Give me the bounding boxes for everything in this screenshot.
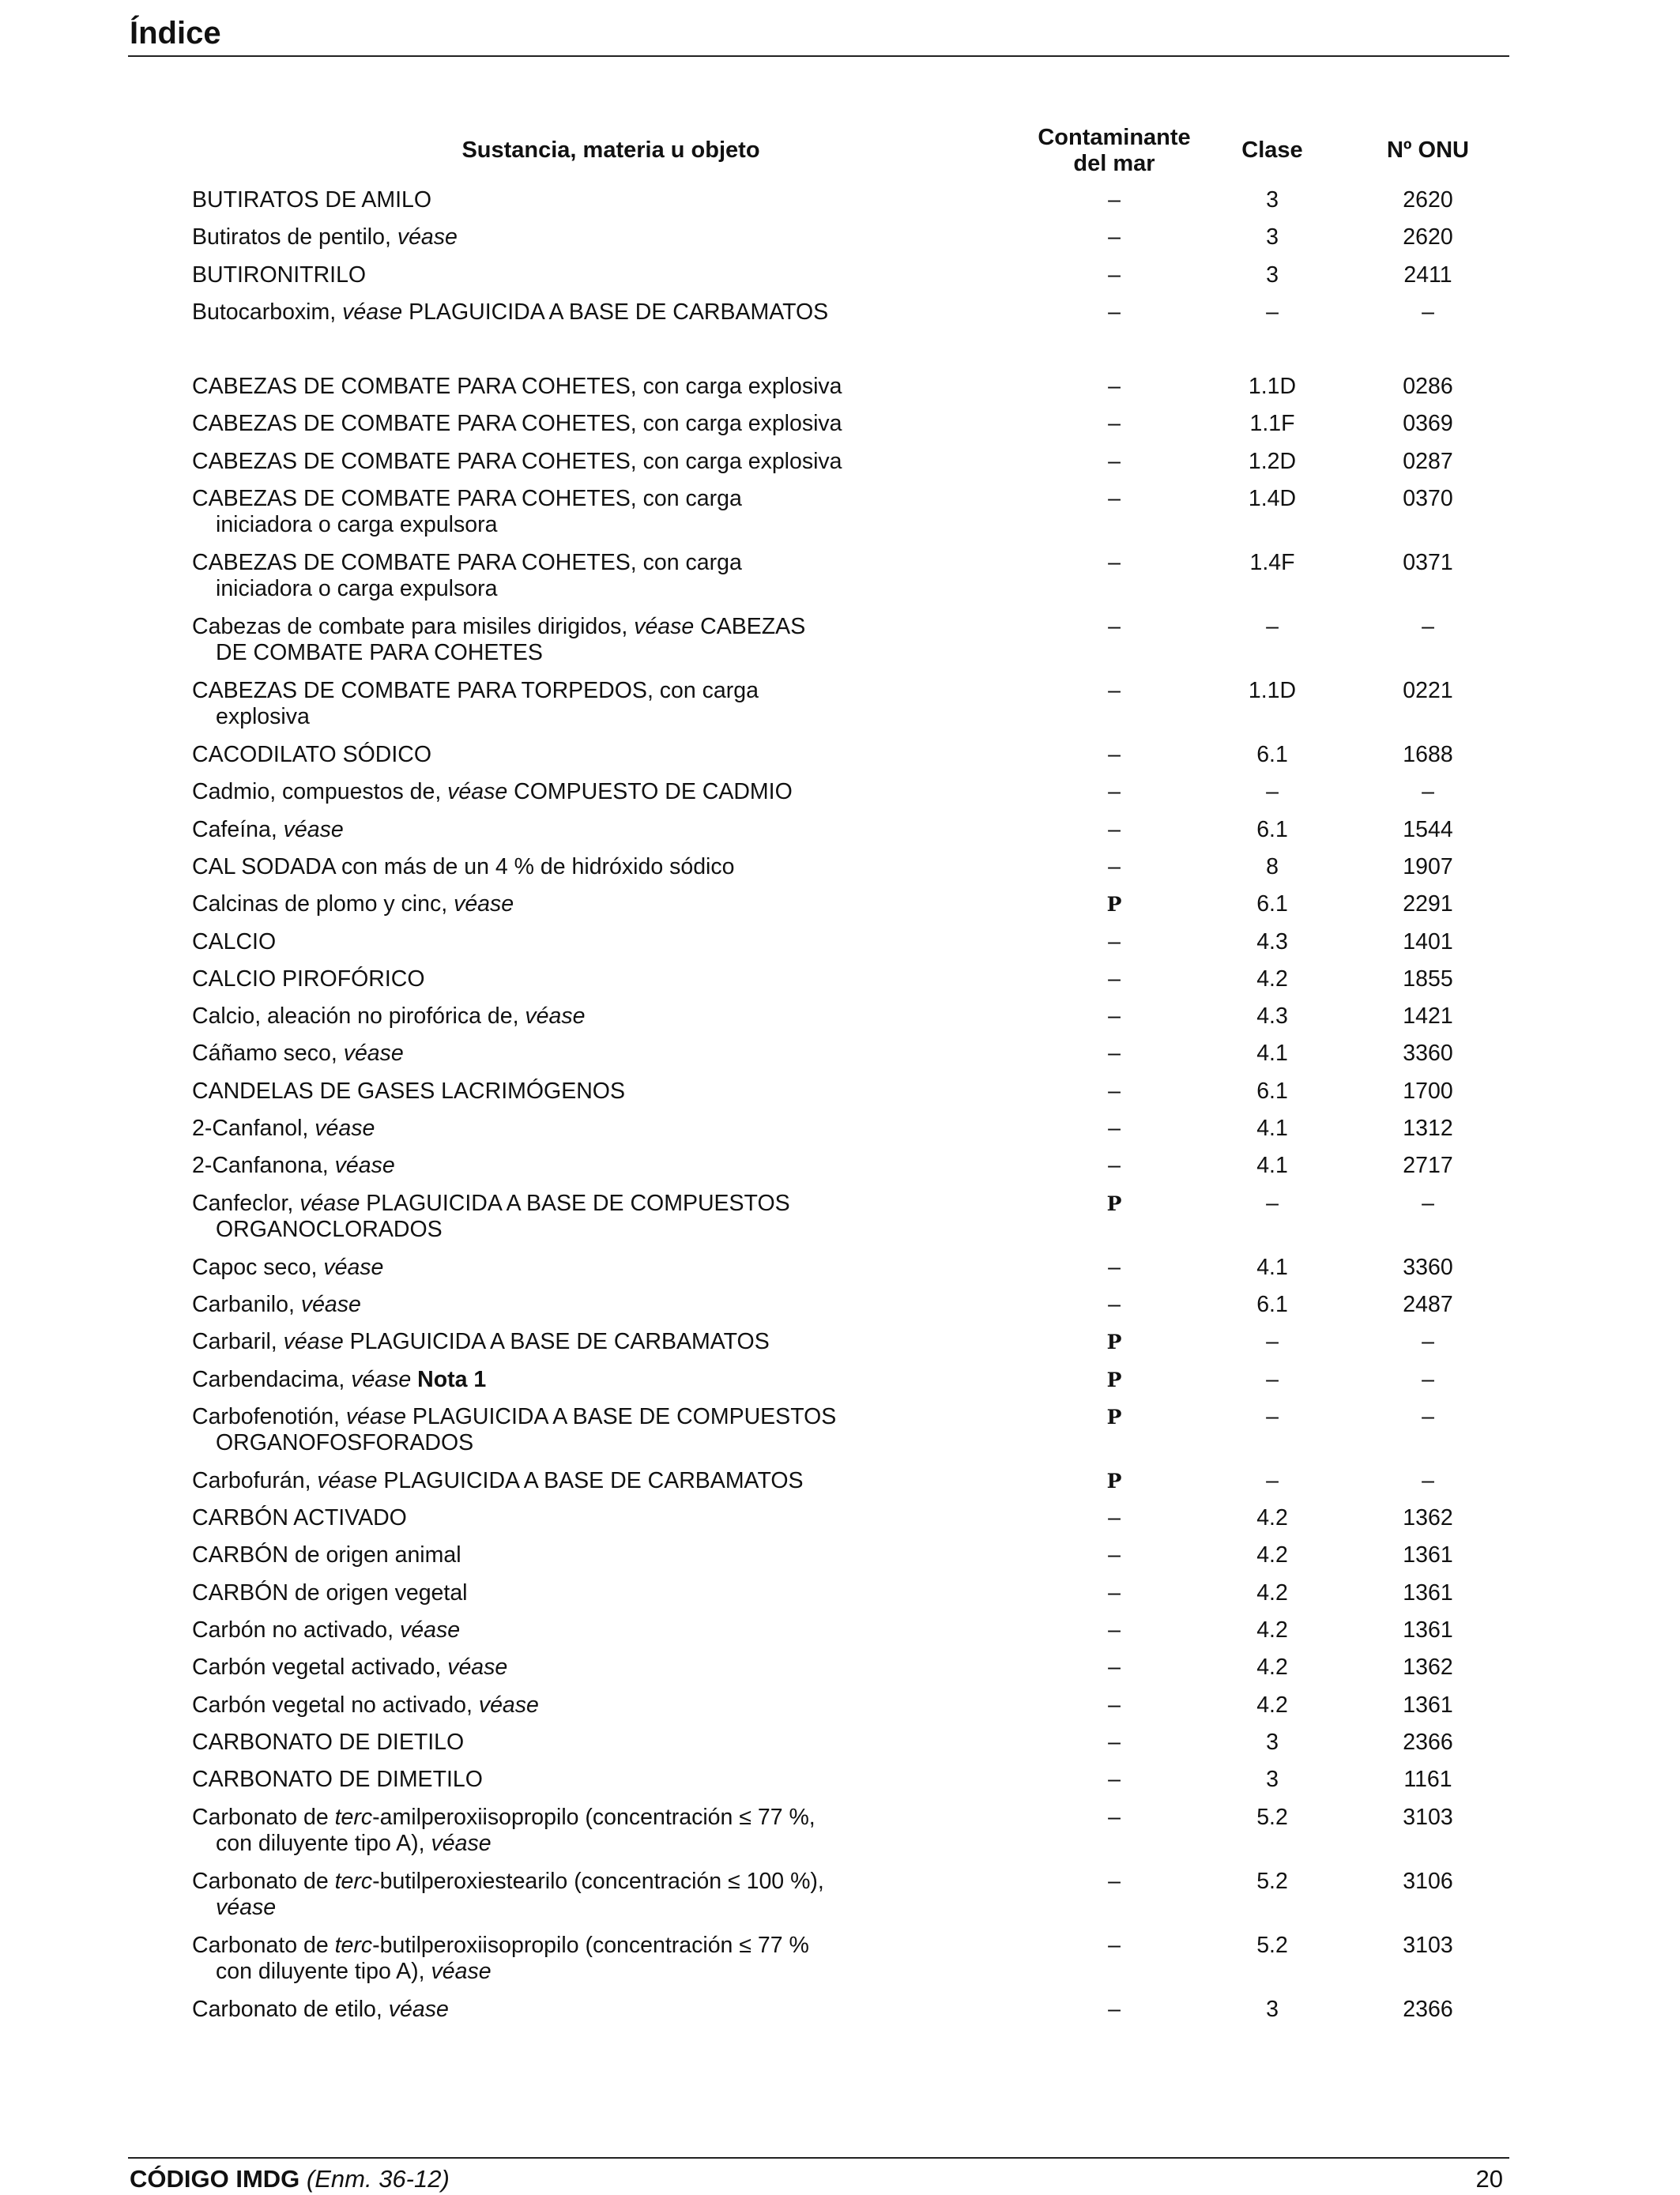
substance-name-line: Carbón vegetal activado, véase bbox=[192, 1655, 508, 1681]
un-number-value: 0370 bbox=[1403, 486, 1453, 512]
substance-name bbox=[192, 1767, 903, 1793]
substance-name bbox=[192, 1505, 903, 1531]
substance-name bbox=[192, 742, 903, 768]
substance-name bbox=[192, 1997, 903, 2023]
un-number-value: – bbox=[1422, 299, 1434, 325]
marine-pollutant-value: – bbox=[1108, 779, 1121, 805]
marine-pollutant-value: – bbox=[1108, 1655, 1121, 1681]
substance-name-line: CALCIO PIROFÓRICO bbox=[192, 966, 425, 992]
table-row bbox=[0, 817, 1680, 854]
page-title: Índice bbox=[130, 16, 221, 51]
substance-name-line: Carbonato de terc-butilperoxiestearilo (concentración ≤ 100 %), bbox=[192, 1868, 824, 1894]
table-row bbox=[0, 1153, 1680, 1190]
marine-pollutant-value: – bbox=[1108, 1041, 1121, 1067]
substance-name bbox=[192, 1468, 903, 1494]
substance-name-line: Butiratos de pentilo, véase bbox=[192, 224, 458, 250]
class-value: 4.2 bbox=[1256, 1505, 1288, 1531]
substance-name bbox=[192, 1692, 903, 1719]
substance-name-line: CABEZAS DE COMBATE PARA COHETES, con carga explosiva bbox=[192, 374, 842, 400]
substance-name-continuation: iniciadora o carga expulsora bbox=[216, 576, 498, 602]
table-row bbox=[0, 1655, 1680, 1692]
un-number-value: 3360 bbox=[1403, 1254, 1453, 1280]
class-value: 5.2 bbox=[1256, 1868, 1288, 1894]
table-row bbox=[0, 1329, 1680, 1366]
class-value: 3 bbox=[1266, 262, 1279, 288]
page-footer bbox=[128, 2157, 1509, 2195]
un-number-value: 3360 bbox=[1403, 1041, 1453, 1067]
table-row bbox=[0, 742, 1680, 779]
substance-name-line: CABEZAS DE COMBATE PARA COHETES, con carga explosiva bbox=[192, 411, 842, 437]
marine-pollutant-value: – bbox=[1108, 1996, 1121, 2022]
substance-name-line: Capoc seco, véase bbox=[192, 1254, 384, 1280]
un-number-value: 0369 bbox=[1403, 411, 1453, 437]
class-value: 8 bbox=[1266, 853, 1279, 879]
table-row bbox=[0, 1505, 1680, 1542]
column-headers bbox=[0, 119, 1680, 182]
class-value: 1.4D bbox=[1248, 486, 1297, 512]
table-row bbox=[0, 1041, 1680, 1078]
un-number-value: 0287 bbox=[1403, 448, 1453, 474]
substance-name-line: BUTIRATOS DE AMILO bbox=[192, 187, 432, 213]
marine-pollutant-value: – bbox=[1108, 1804, 1121, 1830]
marine-pollutant-mark: P bbox=[1106, 893, 1122, 917]
footer-code bbox=[130, 2165, 450, 2193]
substance-name-line: CABEZAS DE COMBATE PARA TORPEDOS, con carga bbox=[192, 678, 759, 704]
substance-name-line: CARBONATO DE DIMETILO bbox=[192, 1767, 483, 1793]
table-row bbox=[0, 1580, 1680, 1617]
class-value: 3 bbox=[1266, 1729, 1279, 1755]
substance-name-line: CABEZAS DE COMBATE PARA COHETES, con carga bbox=[192, 550, 742, 576]
substance-name-line: CACODILATO SÓDICO bbox=[192, 742, 431, 768]
marine-pollutant-value: – bbox=[1108, 262, 1121, 288]
un-number-value: 1401 bbox=[1403, 928, 1453, 954]
substance-name bbox=[192, 854, 903, 880]
class-value: 4.3 bbox=[1256, 1003, 1288, 1030]
substance-name-line: Cadmio, compuestos de, véase COMPUESTO DE CADMIO bbox=[192, 779, 793, 805]
marine-pollutant-value: – bbox=[1108, 1153, 1121, 1179]
class-value: 4.1 bbox=[1256, 1041, 1288, 1067]
class-value: 5.2 bbox=[1256, 1932, 1288, 1958]
substance-name-line: Carbón no activado, véase bbox=[192, 1617, 461, 1643]
un-number-value: 3103 bbox=[1403, 1932, 1453, 1958]
table-row bbox=[0, 854, 1680, 891]
substance-name-line: Carbofenotión, véase PLAGUICIDA A BASE DE COMPUESTOS bbox=[192, 1403, 837, 1429]
table-row bbox=[0, 929, 1680, 966]
class-value: 4.1 bbox=[1256, 1116, 1288, 1142]
table-row bbox=[0, 1730, 1680, 1767]
class-value: 4.2 bbox=[1256, 1542, 1288, 1568]
un-number-value: 0286 bbox=[1403, 374, 1453, 400]
substance-name-line: Cáñamo seco, véase bbox=[192, 1041, 404, 1067]
substance-name-continuation: DE COMBATE PARA COHETES bbox=[216, 640, 543, 666]
substance-name-continuation: véase bbox=[216, 1894, 277, 1920]
substance-name-line: Calcio, aleación no pirofórica de, véase bbox=[192, 1003, 586, 1030]
un-number-value: 1362 bbox=[1403, 1655, 1453, 1681]
marine-pollutant-value: – bbox=[1108, 299, 1121, 325]
substance-name bbox=[192, 224, 903, 250]
substance-name-line: CANDELAS DE GASES LACRIMÓGENOS bbox=[192, 1078, 625, 1104]
table-row bbox=[0, 678, 1680, 742]
substance-name bbox=[192, 1041, 903, 1067]
substance-name bbox=[192, 1292, 903, 1318]
marine-pollutant-value: – bbox=[1108, 486, 1121, 512]
un-number-column-header: Nº ONU bbox=[1386, 137, 1470, 163]
substance-name-continuation: ORGANOFOSFORADOS bbox=[216, 1429, 474, 1455]
marine-pollutant-value: – bbox=[1108, 1291, 1121, 1317]
marine-pollutant-column-header: Contaminante del mar bbox=[1038, 125, 1191, 176]
un-number-value: 0221 bbox=[1403, 678, 1453, 704]
class-value: 5.2 bbox=[1256, 1804, 1288, 1830]
class-value: 4.2 bbox=[1256, 1579, 1288, 1606]
substance-name-line: CABEZAS DE COMBATE PARA COHETES, con carga bbox=[192, 486, 742, 512]
substance-name bbox=[192, 1404, 903, 1456]
substance-name-line: CAL SODADA con más de un 4 % de hidróxido sódico bbox=[192, 853, 735, 879]
substance-name-continuation: con diluyente tipo A), véase bbox=[216, 1830, 492, 1856]
substance-name-line: Carbaril, véase PLAGUICIDA A BASE DE CARBAMATOS bbox=[192, 1329, 770, 1355]
marine-pollutant-value: – bbox=[1108, 1542, 1121, 1568]
table-row bbox=[0, 187, 1680, 224]
substance-name bbox=[192, 1805, 903, 1857]
table-row bbox=[0, 1869, 1680, 1933]
un-number-value: – bbox=[1422, 1366, 1434, 1392]
table-row bbox=[0, 891, 1680, 928]
substance-name bbox=[192, 1730, 903, 1756]
class-value: 6.1 bbox=[1256, 742, 1288, 768]
class-value: 3 bbox=[1266, 187, 1279, 213]
class-value: – bbox=[1266, 299, 1279, 325]
class-value: 1.2D bbox=[1248, 448, 1297, 474]
marine-pollutant-value: – bbox=[1108, 448, 1121, 474]
substance-name bbox=[192, 1191, 903, 1243]
un-number-value: 2366 bbox=[1403, 1729, 1453, 1755]
substance-name-line: Canfeclor, véase PLAGUICIDA A BASE DE COMPUESTOS bbox=[192, 1190, 790, 1216]
substance-name-line: Cabezas de combate para misiles dirigidos, véase CABEZAS bbox=[192, 614, 806, 640]
substance-name bbox=[192, 1003, 903, 1030]
class-value: 4.1 bbox=[1256, 1153, 1288, 1179]
substance-name-line: Carbendacima, véase Nota 1 bbox=[192, 1366, 487, 1392]
un-number-value: – bbox=[1422, 1190, 1434, 1216]
un-number-value: 2620 bbox=[1403, 224, 1453, 250]
table-row bbox=[0, 1805, 1680, 1869]
table-row bbox=[0, 299, 1680, 337]
class-value: 3 bbox=[1266, 224, 1279, 250]
table-row bbox=[0, 966, 1680, 1003]
page-number: 20 bbox=[1475, 2165, 1503, 2193]
marine-pollutant-mark: P bbox=[1106, 1469, 1122, 1493]
class-column-header: Clase bbox=[1241, 137, 1303, 163]
un-number-value: 3103 bbox=[1403, 1804, 1453, 1830]
substance-name bbox=[192, 1367, 903, 1393]
marine-pollutant-mark: P bbox=[1106, 1368, 1122, 1391]
un-number-value: – bbox=[1422, 779, 1434, 805]
marine-pollutant-value: – bbox=[1108, 1932, 1121, 1958]
substance-name-line: Carbón vegetal no activado, véase bbox=[192, 1692, 539, 1718]
substance-name bbox=[192, 614, 903, 666]
substance-name-line: Carbonato de terc-butilperoxiisopropilo (concentración ≤ 77 % bbox=[192, 1932, 809, 1958]
table-row bbox=[0, 1292, 1680, 1329]
class-value: 1.4F bbox=[1249, 550, 1295, 576]
substance-name bbox=[192, 449, 903, 475]
marine-pollutant-value: – bbox=[1108, 187, 1121, 213]
un-number-value: 2717 bbox=[1403, 1153, 1453, 1179]
table-row bbox=[0, 411, 1680, 448]
substance-name-line: CARBONATO DE DIETILO bbox=[192, 1729, 465, 1755]
un-number-value: 1361 bbox=[1403, 1617, 1453, 1643]
table-row bbox=[0, 1933, 1680, 1997]
un-number-value: 1421 bbox=[1403, 1003, 1453, 1030]
substance-name-line: Calcinas de plomo y cinc, véase bbox=[192, 891, 514, 917]
un-number-value: 1161 bbox=[1403, 1767, 1452, 1793]
un-number-value: 3106 bbox=[1403, 1868, 1453, 1894]
un-number-value: 2620 bbox=[1403, 187, 1453, 213]
substance-name bbox=[192, 1255, 903, 1281]
substance-name-line: CALCIO bbox=[192, 928, 277, 954]
table-row bbox=[0, 1404, 1680, 1468]
un-number-value: 1361 bbox=[1403, 1542, 1453, 1568]
substance-name bbox=[192, 550, 903, 602]
class-value: – bbox=[1266, 1467, 1279, 1493]
substance-name bbox=[192, 929, 903, 955]
substance-name-line: 2-Canfanol, véase bbox=[192, 1116, 375, 1142]
table-row bbox=[0, 1003, 1680, 1041]
marine-pollutant-value: – bbox=[1108, 853, 1121, 879]
class-value: – bbox=[1266, 614, 1279, 640]
class-value: 1.1D bbox=[1248, 374, 1297, 400]
table-row bbox=[0, 1617, 1680, 1655]
un-number-value: 1361 bbox=[1403, 1692, 1453, 1718]
marine-pollutant-value: – bbox=[1108, 1868, 1121, 1894]
substance-name-line: Carbanilo, véase bbox=[192, 1291, 361, 1317]
class-value: – bbox=[1266, 1329, 1279, 1355]
un-number-value: – bbox=[1422, 1403, 1434, 1429]
substance-name bbox=[192, 779, 903, 805]
substance-name bbox=[192, 1116, 903, 1142]
substance-name-line: Carbofurán, véase PLAGUICIDA A BASE DE CARBAMATOS bbox=[192, 1467, 804, 1493]
marine-pollutant-value: – bbox=[1108, 1579, 1121, 1606]
substance-name-line: Cafeína, véase bbox=[192, 816, 344, 842]
un-number-value: – bbox=[1422, 1329, 1434, 1355]
substance-name-continuation: explosiva bbox=[216, 704, 310, 730]
class-value: – bbox=[1266, 1190, 1279, 1216]
marine-pollutant-mark: P bbox=[1106, 1405, 1122, 1429]
table-row-spacer bbox=[0, 337, 1680, 374]
class-value: – bbox=[1266, 1366, 1279, 1392]
substance-column-header: Sustancia, materia u objeto bbox=[461, 137, 760, 163]
marine-pollutant-value: – bbox=[1108, 1692, 1121, 1718]
table-row bbox=[0, 1692, 1680, 1730]
marine-pollutant-value: – bbox=[1108, 374, 1121, 400]
marine-pollutant-value: – bbox=[1108, 1078, 1121, 1104]
substance-name-continuation: ORGANOCLORADOS bbox=[216, 1216, 443, 1242]
un-number-value: 2487 bbox=[1403, 1291, 1453, 1317]
class-value: 4.1 bbox=[1256, 1254, 1288, 1280]
substance-name bbox=[192, 1580, 903, 1606]
substance-name-continuation: con diluyente tipo A), véase bbox=[216, 1958, 492, 1984]
class-value: 4.2 bbox=[1256, 1692, 1288, 1718]
marine-pollutant-value: – bbox=[1108, 1254, 1121, 1280]
un-number-value: 0371 bbox=[1403, 550, 1453, 576]
class-value: 4.3 bbox=[1256, 928, 1288, 954]
table-row bbox=[0, 779, 1680, 816]
un-number-value: 2411 bbox=[1403, 262, 1452, 288]
un-number-value: – bbox=[1422, 1467, 1434, 1493]
table-row bbox=[0, 262, 1680, 299]
marine-pollutant-value: – bbox=[1108, 1116, 1121, 1142]
class-value: 6.1 bbox=[1256, 891, 1288, 917]
marine-pollutant-value: – bbox=[1108, 1505, 1121, 1531]
class-value: 4.2 bbox=[1256, 1617, 1288, 1643]
class-value: – bbox=[1266, 779, 1279, 805]
index-table bbox=[0, 187, 1680, 2034]
marine-pollutant-value: – bbox=[1108, 614, 1121, 640]
marine-pollutant-value: – bbox=[1108, 1617, 1121, 1643]
un-number-value: 1312 bbox=[1403, 1116, 1453, 1142]
class-value: 3 bbox=[1266, 1767, 1279, 1793]
marine-pollutant-value: – bbox=[1108, 224, 1121, 250]
marine-pollutant-value: – bbox=[1108, 742, 1121, 768]
substance-name bbox=[192, 678, 903, 730]
class-value: 4.2 bbox=[1256, 1655, 1288, 1681]
substance-name bbox=[192, 1617, 903, 1643]
marine-pollutant-value: – bbox=[1108, 678, 1121, 704]
page-header bbox=[128, 11, 1509, 57]
class-value: 4.2 bbox=[1256, 966, 1288, 992]
un-number-value: 1700 bbox=[1403, 1078, 1453, 1104]
class-value: 6.1 bbox=[1256, 1291, 1288, 1317]
un-number-value: 2291 bbox=[1403, 891, 1453, 917]
table-row bbox=[0, 614, 1680, 678]
substance-name bbox=[192, 1542, 903, 1568]
table-row bbox=[0, 1767, 1680, 1804]
un-number-value: 1855 bbox=[1403, 966, 1453, 992]
substance-name-continuation: iniciadora o carga expulsora bbox=[216, 512, 498, 538]
substance-name bbox=[192, 262, 903, 288]
table-row bbox=[0, 1468, 1680, 1505]
substance-name-line: 2-Canfanona, véase bbox=[192, 1153, 395, 1179]
substance-name bbox=[192, 299, 903, 326]
table-row bbox=[0, 550, 1680, 614]
substance-name-line: BUTIRONITRILO bbox=[192, 262, 367, 288]
marine-pollutant-mark: P bbox=[1106, 1192, 1122, 1215]
class-value: 3 bbox=[1266, 1996, 1279, 2022]
marine-pollutant-value: – bbox=[1108, 928, 1121, 954]
class-value: 1.1D bbox=[1248, 678, 1297, 704]
un-number-value: – bbox=[1422, 614, 1434, 640]
substance-name-line: Carbonato de terc-amilperoxiisopropilo (concentración ≤ 77 %, bbox=[192, 1804, 816, 1830]
un-number-value: 1362 bbox=[1403, 1505, 1453, 1531]
table-row bbox=[0, 1542, 1680, 1579]
table-row bbox=[0, 224, 1680, 262]
table-row bbox=[0, 1367, 1680, 1404]
un-number-value: 1907 bbox=[1403, 853, 1453, 879]
substance-name bbox=[192, 1329, 903, 1355]
table-row bbox=[0, 1255, 1680, 1292]
footer-code-title: CÓDIGO IMDG bbox=[130, 2165, 300, 2193]
substance-name bbox=[192, 817, 903, 843]
substance-name bbox=[192, 1869, 903, 1921]
substance-name-line: CARBÓN de origen animal bbox=[192, 1542, 461, 1568]
substance-name bbox=[192, 411, 903, 437]
substance-name bbox=[192, 1933, 903, 1985]
table-row bbox=[0, 1997, 1680, 2034]
substance-name bbox=[192, 1079, 903, 1105]
marine-pollutant-value: – bbox=[1108, 1767, 1121, 1793]
table-row bbox=[0, 374, 1680, 411]
table-row bbox=[0, 486, 1680, 550]
marine-pollutant-value: – bbox=[1108, 1729, 1121, 1755]
substance-name-line: Carbonato de etilo, véase bbox=[192, 1996, 449, 2022]
substance-name-line: Butocarboxim, véase PLAGUICIDA A BASE DE CARBAMATOS bbox=[192, 299, 829, 325]
table-row bbox=[0, 1079, 1680, 1116]
substance-name bbox=[192, 486, 903, 538]
substance-name bbox=[192, 966, 903, 992]
substance-name bbox=[192, 374, 903, 400]
marine-pollutant-value: – bbox=[1108, 966, 1121, 992]
un-number-value: 2366 bbox=[1403, 1996, 1453, 2022]
substance-name bbox=[192, 187, 903, 213]
substance-name bbox=[192, 1153, 903, 1179]
substance-name-line: CARBÓN de origen vegetal bbox=[192, 1579, 468, 1606]
footer-amendment: (Enm. 36-12) bbox=[306, 2165, 450, 2193]
table-row bbox=[0, 449, 1680, 486]
un-number-value: 1544 bbox=[1403, 816, 1453, 842]
marine-pollutant-value: – bbox=[1108, 1003, 1121, 1030]
un-number-value: 1688 bbox=[1403, 742, 1453, 768]
marine-pollutant-value: – bbox=[1108, 550, 1121, 576]
substance-name-line: CABEZAS DE COMBATE PARA COHETES, con carga explosiva bbox=[192, 448, 842, 474]
substance-name bbox=[192, 891, 903, 917]
class-value: – bbox=[1266, 1403, 1279, 1429]
substance-name bbox=[192, 1655, 903, 1681]
class-value: 1.1F bbox=[1249, 411, 1295, 437]
class-value: 6.1 bbox=[1256, 1078, 1288, 1104]
table-row bbox=[0, 1191, 1680, 1255]
class-value: 6.1 bbox=[1256, 816, 1288, 842]
marine-pollutant-mark: P bbox=[1106, 1331, 1122, 1354]
marine-pollutant-value: – bbox=[1108, 411, 1121, 437]
marine-pollutant-value: – bbox=[1108, 816, 1121, 842]
substance-name-line: CARBÓN ACTIVADO bbox=[192, 1505, 407, 1531]
un-number-value: 1361 bbox=[1403, 1579, 1453, 1606]
table-row bbox=[0, 1116, 1680, 1153]
